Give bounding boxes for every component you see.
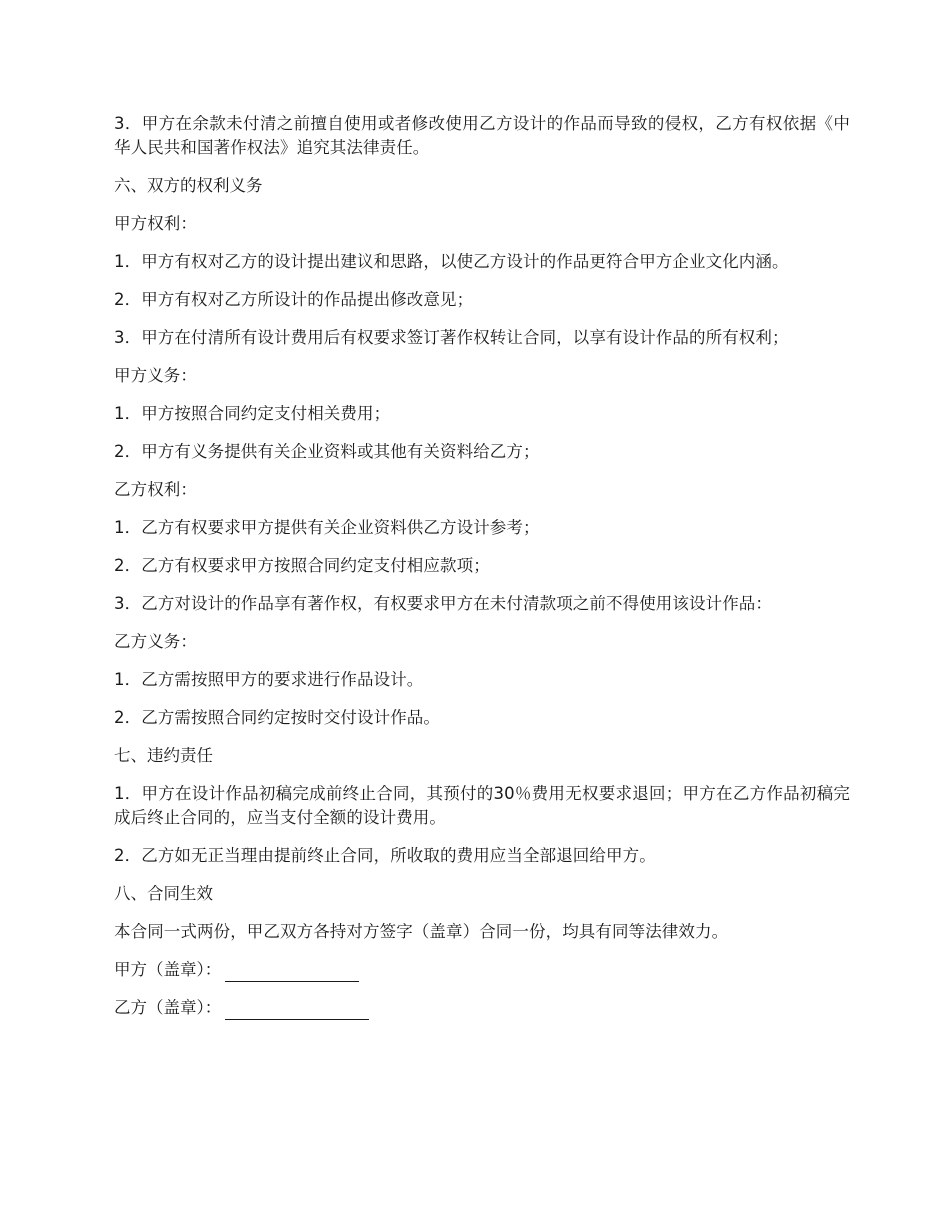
party-a-right-1: 1．甲方有权对乙方的设计提出建议和思路，以使乙方设计的作品更符合甲方企业文化内涵。 [114,252,789,271]
breach-clause-1: 1．甲方在设计作品初稿完成前终止合同，其预付的30％费用无权要求退回；甲方在乙方作品初稿完成后终止合同的，应当支付全额的设计费用。 [114,784,850,827]
party-b-obligation-2: 2．乙方需按照合同约定按时交付设计作品。 [114,708,440,727]
party-a-right-3: 3．甲方在付清所有设计费用后有权要求签订著作权转让合同，以享有设计作品的所有权利； [114,328,789,347]
party-a-obligation-2: 2．甲方有义务提供有关企业资料或其他有关资料给乙方； [114,442,540,461]
section-heading-breach-liability: 七、违约责任 [114,746,213,765]
party-b-right-2: 2．乙方有权要求甲方按照合同约定支付相应款项； [114,556,490,575]
section-heading-rights-obligations: 六、双方的权利义务 [114,176,263,195]
party-a-signature-label: 甲方（盖章）： [114,960,222,979]
clause-5-3: 3．甲方在余款未付清之前擅自使用或者修改使用乙方设计的作品而导致的侵权，乙方有权依据《中华人民共和国著作权法》追究其法律责任。 [114,114,850,157]
party-b-obligation-1: 1．乙方需按照甲方的要求进行作品设计。 [114,670,424,689]
effectiveness-clause: 本合同一式两份，甲乙双方各持对方签字（盖章）合同一份，均具有同等法律效力。 [114,922,729,941]
party-b-signature-label: 乙方（盖章）： [114,998,222,1017]
party-b-right-3: 3．乙方对设计的作品享有著作权，有权要求甲方在未付清款项之前不得使用该设计作品： [114,594,772,613]
party-a-right-2: 2．甲方有权对乙方所设计的作品提出修改意见； [114,290,474,309]
party-b-right-1: 1．乙方有权要求甲方提供有关企业资料供乙方设计参考； [114,518,540,537]
party-a-signature-blank [225,961,359,982]
section-heading-effectiveness: 八、合同生效 [114,884,213,903]
party-a-obligations-label: 甲方义务： [114,366,197,385]
party-b-signature-blank [225,999,369,1020]
party-b-obligations-label: 乙方义务： [114,632,197,651]
party-b-rights-label: 乙方权利： [114,480,197,499]
party-b-signature-line [114,996,850,1020]
party-a-obligation-1: 1．甲方按照合同约定支付相关费用； [114,404,391,423]
breach-clause-2: 2．乙方如无正当理由提前终止合同，所收取的费用应当全部退回给甲方。 [114,846,656,865]
party-a-rights-label: 甲方权利： [114,214,197,233]
party-a-signature-line [114,958,850,982]
